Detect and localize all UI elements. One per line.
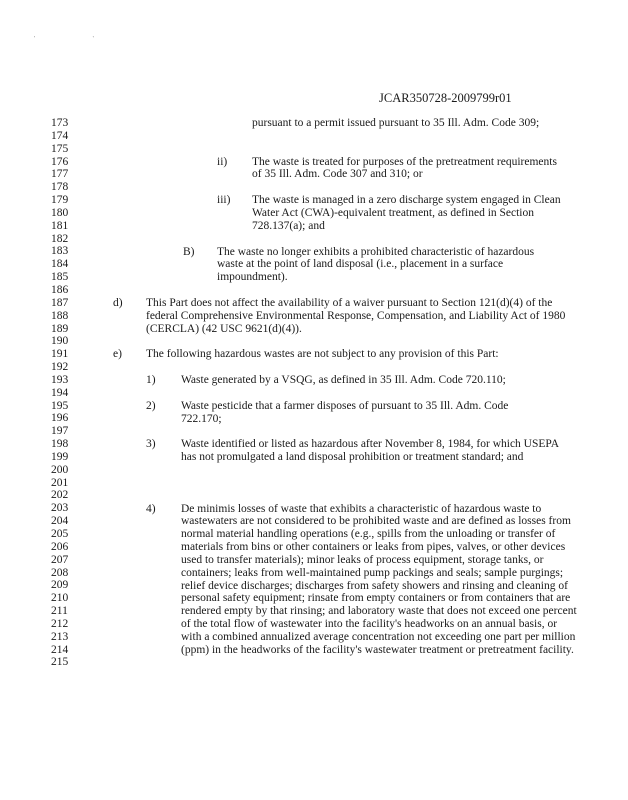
line-number: 177 [51, 168, 69, 181]
line-number: 198 [51, 438, 69, 451]
item-e2-text: Waste pesticide that a farmer disposes of pursuant to 35 Ill. Adm. Code 722.170; [181, 399, 509, 425]
line-number: 182 [51, 232, 69, 245]
line-number: 178 [51, 181, 69, 194]
document-code-header: JCAR350728-2009799r01 [379, 91, 512, 105]
item-e4-marker: 4) [146, 502, 156, 515]
item-ii-marker: ii) [217, 155, 228, 168]
item-e2-marker: 2) [146, 399, 156, 412]
line-number: 184 [51, 258, 69, 271]
line-number: 187 [51, 296, 69, 309]
line-number: 192 [51, 361, 69, 374]
item-e1-text: Waste generated by a VSQG, as defined in 35 Ill. Adm. Code 720.110; [181, 374, 506, 386]
line-number: 174 [51, 129, 69, 142]
line-number: 201 [51, 476, 69, 489]
item-B-marker: B) [183, 245, 195, 258]
item-iii-text: The waste is managed in a zero discharge system engaged in Clean Water Act (CWA)-equivalent treatment, as defined in Section 728.137(a); and [252, 194, 561, 232]
item-e4-text: De minimis losses of waste that exhibits a characteristic of hazardous waste to wastewaters are not considered to be prohibited waste and are defined as losses from normal material handling operations (e.g., spills from the unloading or transfer of materials from bins or other containers or leaks from pipes, valves, or other devices used to transfer materials); minor leaks of process equipment, storage tanks, or containers; leaks from well-maintained pump packings and seals; sample purgings; relief device discharges; discharges from safety showers and rinsing and cleaning of personal safety equipment; rinsate from empty containers or from containers that are rendered empty by that rinsing; and laboratory waste that does not exceed one percent of the total flow of wastewater into the facility's headworks on an annual basis, or with a combined annualized average concentration not exceeding one part per million (ppm) in the headworks of the facility's wastewater treatment or pretreatment facility. [181, 502, 577, 656]
line-number: 180 [51, 206, 69, 219]
line-number: 215 [51, 656, 69, 669]
line-number: 211 [51, 605, 68, 618]
line-number: 197 [51, 425, 69, 438]
item-d-text: This Part does not affect the availability of a waiver pursuant to Section 121(d)(4) of the federal Comprehensive Environmental Response, Compensation, and Liability Act of 1980 (CERCLA) (42 USC 9621(d)(4)). [146, 296, 566, 335]
item-B-text: The waste no longer exhibits a prohibited characteristic of hazardous waste at the point of land disposal (i.e., placement in a surface impoundment). [217, 245, 535, 284]
line-number: 210 [51, 592, 69, 605]
line-number: 189 [51, 322, 69, 335]
line-number: 213 [51, 630, 69, 643]
line-number: 206 [51, 540, 69, 553]
line-number: 175 [51, 142, 69, 155]
line-number: 214 [51, 643, 69, 656]
line-number: 203 [51, 502, 69, 515]
line-number: 181 [51, 219, 69, 232]
line-number: 196 [51, 412, 69, 425]
line-number: 188 [51, 309, 69, 322]
line-number: 200 [51, 463, 69, 476]
line-number: 176 [51, 155, 69, 168]
item-ii-text: The waste is treated for purposes of the pretreatment requirements of 35 Ill. Adm. Code 307 and 310; or [252, 155, 557, 181]
line-number: 185 [51, 271, 69, 284]
line-number: 183 [51, 245, 69, 258]
line-number: 205 [51, 528, 69, 540]
line-number: 209 [51, 579, 69, 592]
line-number: 193 [51, 373, 69, 386]
continuation-text: pursuant to a permit issued pursuant to 35 Ill. Adm. Code 309; [252, 117, 540, 129]
line-number: 173 [51, 117, 69, 129]
line-number: 194 [51, 386, 69, 399]
line-number: 186 [51, 283, 69, 296]
line-number: 195 [51, 399, 69, 412]
line-number-column [51, 117, 81, 669]
item-e3-marker: 3) [146, 438, 156, 451]
line-number: 202 [51, 489, 69, 502]
line-number: 208 [51, 566, 69, 579]
line-number: 207 [51, 553, 69, 566]
item-iii-marker: iii) [217, 194, 231, 207]
line-number: 179 [51, 194, 69, 207]
line-number: 191 [51, 348, 69, 361]
line-number: 199 [51, 450, 69, 463]
line-number: 190 [51, 335, 69, 348]
line-number: 204 [51, 515, 69, 528]
item-e-marker: e) [113, 348, 122, 361]
item-d-marker: d) [113, 296, 123, 309]
item-e3-text: Waste identified or listed as hazardous after November 8, 1984, for which USEPA has not promulgated a land disposal prohibition or treatment standard; and [181, 438, 559, 464]
line-number: 212 [51, 617, 69, 630]
item-e-text: The following hazardous wastes are not subject to any provision of this Part: [146, 348, 499, 361]
item-e1-marker: 1) [146, 374, 156, 386]
scan-specks: ' ' [34, 36, 122, 42]
